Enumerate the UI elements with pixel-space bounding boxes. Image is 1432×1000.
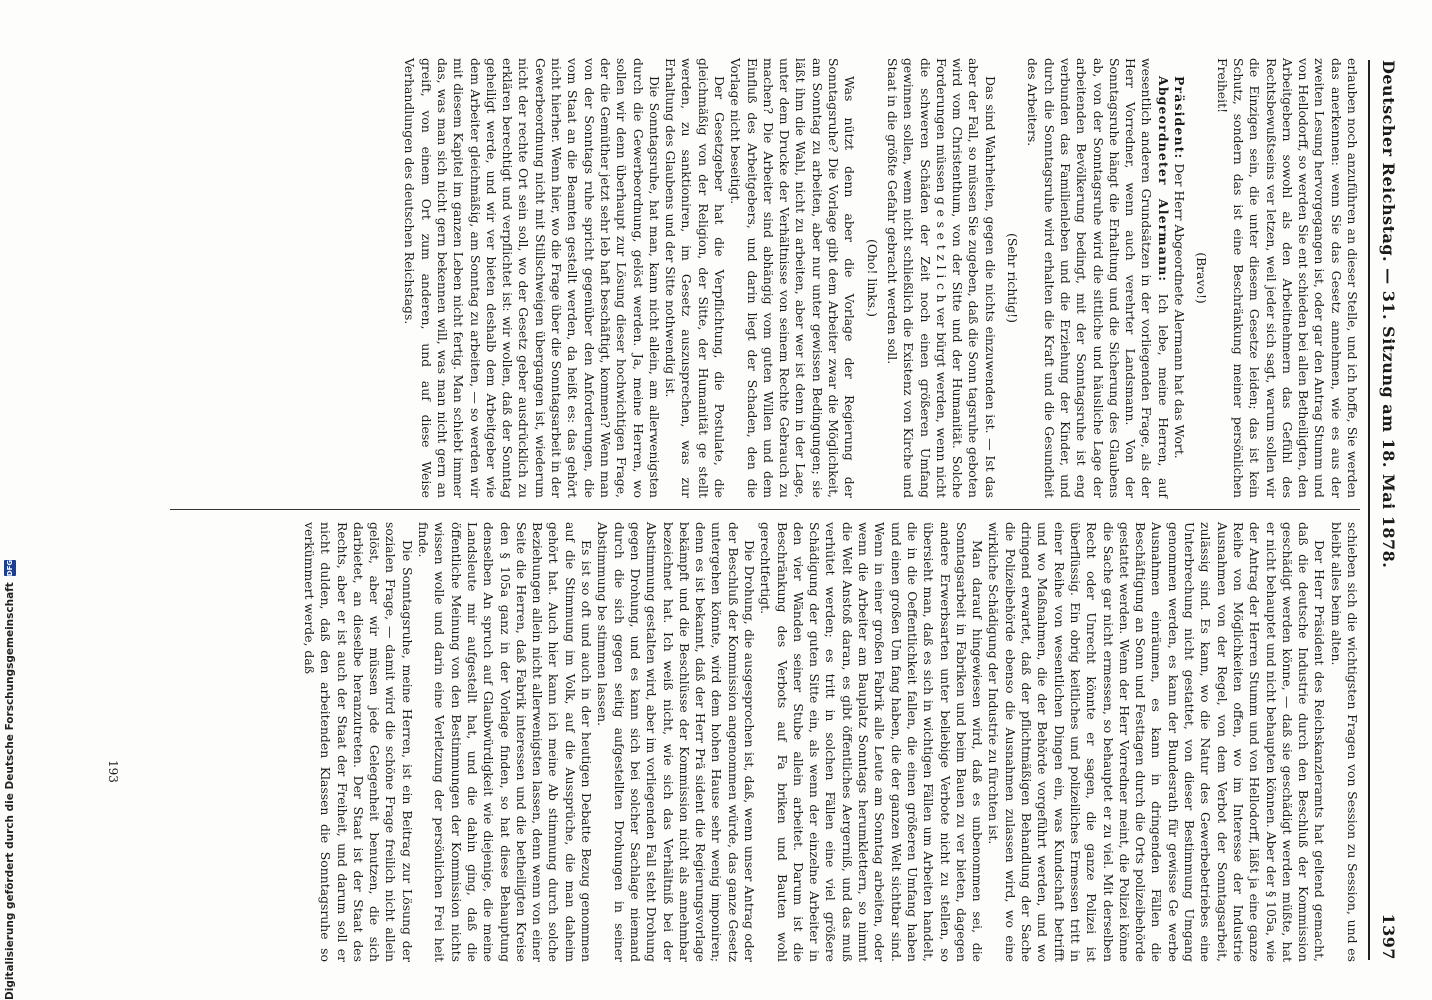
paragraph: erlauben noch anzuführen an dieser Stelle, und ich hoffe, Sie werden das anerkennen: wenn Sie das Gesetz annehmen, wie es aus der zweiten Lesung hervorgegangen ist, oder gar den Antrag Stumm und von Hellodorff, so werden Sie ent schieden bei allen Betheiligten, den Arbeitgebern sowohl als den Arbeitnehmern das Gefühl des Rechtsbewußtseins ver letzen, weil jeder sich sagt, warum sollen wir die Einzigen sein, die unter diesem Gesetze leiden; das ist kein Schutz, sondern das ist eine Beschränkung meiner persönlichen Freiheit! <box>1214 58 1360 498</box>
paragraph: Man darauf hingewiesen wird, daß es unbenommen sei, die Sonntagsarbeit in Fabriken und beim Bauen zu ver bieten, dagegen andere Erwerbsarten unter beliebige Verbote nicht zu stellen, so übersieht man, daß es sich in wichtigen Fällen um Arbeiten handelt, die in die Oeffentlichkeit fallen, die einen größeren Umfang haben und einen großen Um fang haben, die der ganzen Welt sichtbar sind. Wenn in einer großen Fabrik alle Leute am Sonntag arbeiten, oder wenn die Arbeiter am Bauplatz Sonntags herumklettern, so nimmt die Welt Anstoß daran, es gibt öffentliches Aergerniß, und das muß verhütet werden; es tritt in solchen Fällen eine viel größere Schädigung der guten Sitte ein, als wenn der einzelne Arbeiter in den vier Wänden seiner Stube allein arbeitet. Darum ist die Beschränkung des Verbots auf Fa briken und Bauten wohl gerechtfertigt. <box>758 522 986 962</box>
running-head <box>1372 60 1398 960</box>
paragraph: Der Gesetzgeber hat die Verpflichtung, die Postulate, die gleichmäßig von der Religion, der Sitte, der Humanität ge stellt werden, zu sanktioniren, im Gesetz auszusprechen, was zur Erhaltung des Glaubens und der Sitte nothwendig ist. <box>663 58 728 498</box>
speaker-label: Präsident: <box>1172 76 1188 160</box>
speech-text: Ich lebe, meine Herren, auf wesentlich anderen Grundsätzen in der vorliegenden Frage, als der Herr Vorredner, wenn auch verehrter Landsmann. Von der Sonntagsruhe hängt die Erhaltung und die Sicherung des Glaubens ab, von der Sonntagsruhe wird die sittliche und häusliche Lage der arbeitenden Bevölkerung bedingt, mit der Sonntagsruhe ist eng verbunden das Familienleben und die Erziehung der Kinder, und durch die Sonntagsruhe wird erhalten die Kraft und die Gesundheit des Arbeiters. <box>1025 58 1171 498</box>
speech <box>1024 58 1171 498</box>
reaction: (Bravo!) <box>1194 252 1210 304</box>
page-number: 1397 <box>1379 913 1398 960</box>
reaction: (Oho! links.) <box>864 239 880 317</box>
paragraph: Was nützt denn aber die Vorlage der Regierung der Sonntagsruhe? Die Vorlage gibt dem Arbeiter zwar die Möglichkeit, am Sonntag zu arbeiten, aber nur unter gewissen Bedingungen; sie läßt ihm die Wahl, nicht zu arbeiten, aber wer ist denn in der Lage, unter dem Drucke der Verhältnisse von seinem Rechte Gebrauch zu machen? Die Arbeiter sind abhängig vom guten Willen und dem Einfluß des Arbeitgebers, und darin liegt der Schaden, den die Vorlage nicht beseitigt. <box>728 58 858 498</box>
running-title: Deutscher Reichstag. — 31. Sitzung am 18. Mai 1878. <box>1379 60 1398 569</box>
column-divider <box>170 509 1360 510</box>
header-rule <box>1368 60 1370 960</box>
paragraph: schieben sich die wichtigsten Fragen von Session zu Session, und es bleibt alles beim alten. <box>1328 522 1360 962</box>
paragraph: Es ist so oft und auch in der heutigen Debatte Bezug genommen auf die Stimmung im Volk, auf die Aussprüche, die man daheim gehört hat. Auch hier kann ich meine Ab stimmung durch solche Beziehungen allein nicht allerwenigsten lassen, denn wenn von einer Seite die Herren, daß Fabrik interessen und die betheiligten Kreise den § 105a ganz in der Vorlage finden, so hat diese Behauptung denselben An spruch auf Glaubwürdigkeit wie diejenige, die meine Landsleute mir aufgestellt hat, und die dahin ging, daß die öffentliche Meinung von den Bestimmungen der Kommission nichts wissen wolle und darin eine Verletzung der persönlichen Frei heit finde. <box>416 522 595 962</box>
left-column <box>401 58 1360 498</box>
dfg-logo-icon: DFG <box>6 559 14 577</box>
speaker-intro-text: Der Herr Abgeordnete Alermann hat das Wort. <box>1172 163 1188 459</box>
paragraph: Die Sonntagsruhe, meine Herren, ist ein Beitrag zur Lösung der sozialen Frage, — damit wird die schöne Frage freilich nicht allein gelöst, aber wir müssen jede Gelegenheit benutzen, die sich darbietet, an dieselbe heranzutreten. Der Staat ist der Staat des Rechts, aber er ist auch der Staat der Freiheit, und darum soll er nicht dulden, daß den arbeitenden Klassen die Sonntagsruhe so verkümmert werde, daß <box>302 522 415 962</box>
paragraph: Der Herr Präsident des Reichskanzleramts hat geltend gemacht, daß die deutsche Industrie durch den Beschluß der Kommission geschädigt werden könne, — daß sie geschädigt werden müßte, hat er nicht behauptet und nicht behaupten können. Aber der § 105a, wie der Antrag der Herren Stumm und von Hellodorff, läßt ja eine ganze Reihe von Möglichkeiten offen, wo im Interesse der Industrie Ausnahmen von der Regel, von dem Verbot der Sonntagsarbeit, zulässig sind. Es kann, wo die Natur des Gewerbebetriebes eine Unterbrechung nicht gestattet, von dieser Bestimmung Umgang genommen werden, es kann der Bundesrath für gewisse Ge werbe Ausnahmen einräumen, es kann in dringenden Fällen die Beschäftigung an Sonn und Festtagen durch die Orts polizeibehörde gestattet werden. Wenn der Herr Vorredner meint, die Polizei könne die Sache gar nicht ermessen, so behauptet er zu viel. Mit derselben Recht oder Unrecht könnte er sagen, die ganze Polizei ist überflüssig. Ein obrig keitliches und polizeiliches Ermessen tritt in einer Reihe von wesentlichen Dingen ein, was Kundschaft betrifft und wo Maßnahmen, die der Behörde vorgeführt werden, und wo dringend erwartet, daß der pflichtmäßigen Behandlung der Sache die Polizeibehörde ebenso die Ausnahmen zulassen wird, wo eine wirkliche Schädigung der Industrie zu fürchten ist. <box>986 522 1328 962</box>
folio-number: 193 <box>106 760 120 783</box>
reaction: (Sehr richtig!) <box>1005 233 1021 323</box>
digitization-credit <box>2 559 18 1000</box>
paragraph: Das sind Wahrheiten, gegen die nichts einzuwenden ist. — Ist das aber der Fall, so müssen Sie zugeben, daß die Sonn tagsruhe geboten wird vom Christenthum, von der Sitte und der Humanität. Solche Forderungen müssen g e s e t z l i c h ver bürgt werden, wenn nicht die schweren Schäden der Zeit noch einen größeren Umfang gewinnen sollen, wenn nicht schließlich die Existenz von Kirche und Staat in die größte Gefahr gebracht werden soll. <box>884 58 998 498</box>
speaker-label: Abgeordneter Alermann: <box>1155 76 1171 283</box>
credit-text: Digitalisierung gefördert durch die Deutsche Forschungsgemeinschaft <box>4 582 16 1000</box>
paragraph: Die Drohung, die ausgesprochen ist, daß, wenn unser Antrag oder der Beschluß der Kommission angenommen würde, das ganze Gesetz untergehen könnte, wird dem hohen Hause sehr wenig imponiren; denn es ist bekannt, daß der Herr Prä sident die Regierungsvorlage bekämpft und die Beschlüsse der Kommission nicht als annehmbar bezeichnet hat. Ich weiß nicht, wie sich das Verhältniß bei der Abstimmung gestalten wird, aber im vorliegenden Fall steht Drohung gegen Drohung, und es kann sich bei solcher Sachlage niemand durch die sich gegen seitig aufgestellten Drohungen in seiner Abstimmung be stimmen lassen. <box>595 522 758 962</box>
paragraph: Die Sonntagsruhe, hat man, kann nicht allein, am allerwenigsten durch die Gewerbeordnung, gelöst werden. Ja, meine Herren, wo sollen wir denn überhaupt zur Lösung dieser hochwichtigen Frage, der die Gemüther jetzt sehr leb haft beschäftigt, kommen? Wenn man von der Sonntags ruhe spricht gegenüber den Anforderungen, die vom Staat an die Beamten gestellt werden, da heißt es: das gehört nicht hierher. Wenn hier, wo die Frage über die Sonntagsarbeit in der Gewerbeordnung nicht mit Stillschweigen übergangen ist, wiederum nicht der rechte Ort sein soll, wo der Gesetz geber ausdrücklich zu erklären berechtigt und verpflichtet ist: wir wollen, daß der Sonntag geheiligt werde, und wir ver bieten deshalb dem Arbeitgeber wie dem Arbeiter gleichmäßig, am Sonntag zu arbeiten, — so werden wir mit diesem Kapitel im ganzen Leben nicht fertig. Man schiebt immer das, was man sich nicht gern bekennen will, was man nicht gern an greift, von einem Ort zum anderen, und auf diese Weise Verhandlungen des deutschen Reichstags. <box>402 58 662 498</box>
speaker-intro <box>1171 58 1187 498</box>
right-column <box>301 522 1360 962</box>
